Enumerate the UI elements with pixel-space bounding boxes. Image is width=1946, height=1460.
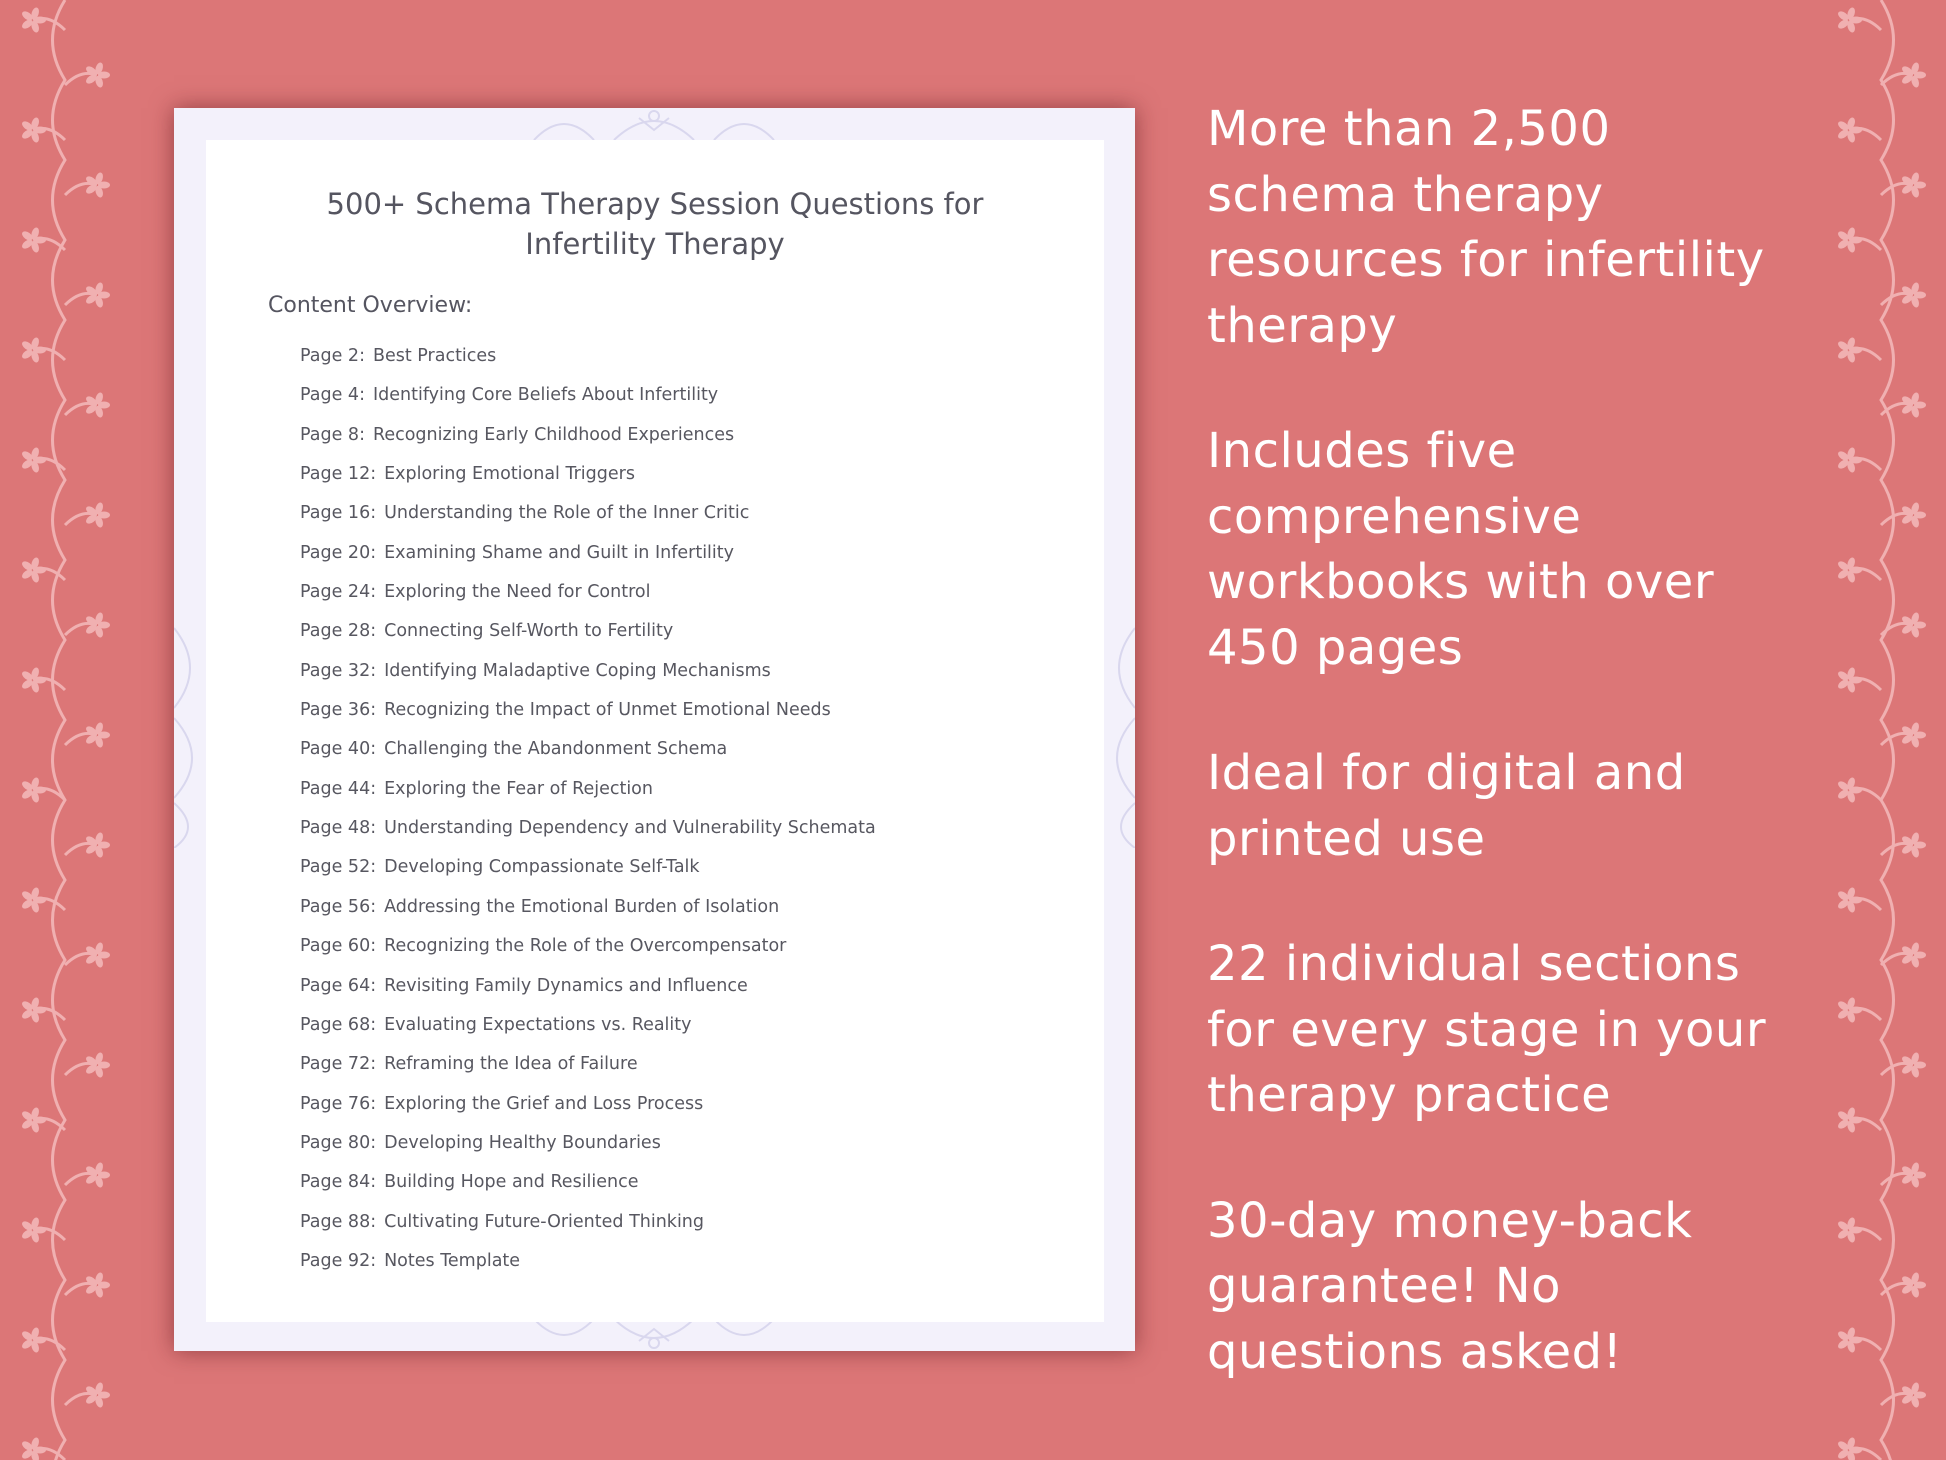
toc-page-number: Page 88:	[300, 1211, 377, 1232]
toc-item	[300, 620, 876, 659]
toc-page-number: Page 76:	[300, 1093, 377, 1114]
mandala-icon	[174, 608, 206, 848]
toc-topic: Cultivating Future-Oriented Thinking	[384, 1211, 705, 1232]
toc-page-number: Page 4:	[300, 385, 365, 406]
toc-topic: Best Practices	[372, 346, 497, 366]
toc-item	[300, 1014, 876, 1053]
feature-line: Ideal for digital and	[1207, 745, 1686, 801]
feature-line: 450 pages	[1207, 619, 1464, 676]
toc-page-number: Page 56:	[300, 896, 377, 917]
toc-page-number: Page 80:	[300, 1132, 377, 1153]
toc-topic: Reframing the Idea of Failure	[384, 1054, 638, 1075]
content-overview-heading: Content Overview:	[268, 293, 473, 318]
toc-item	[300, 817, 876, 856]
toc-item	[300, 463, 876, 502]
toc-page-number: Page 64:	[300, 975, 377, 996]
document-title-line: 500+ Schema Therapy Session Questions for	[326, 187, 984, 221]
toc-topic: Revisiting Family Dynamics and Influence	[384, 975, 748, 996]
toc-item	[300, 1211, 876, 1250]
mandala-icon	[504, 108, 804, 140]
toc-item	[300, 502, 876, 541]
toc-topic: Notes Template	[384, 1250, 521, 1271]
toc-page-number: Page 52:	[300, 857, 377, 878]
toc-topic: Recognizing the Impact of Unmet Emotional Needs	[384, 700, 831, 721]
feature-line: therapy	[1207, 297, 1398, 354]
toc-topic: Exploring Emotional Triggers	[384, 464, 635, 485]
toc-topic: Examining Shame and Guilt in Infertility	[384, 542, 734, 563]
toc-page-number: Page 84:	[300, 1172, 377, 1193]
toc-item	[300, 1093, 876, 1132]
toc-topic: Building Hope and Resilience	[384, 1172, 639, 1193]
feature-text	[1207, 419, 1927, 681]
toc-page-number: Page 36:	[300, 700, 377, 721]
floral-vine-icon	[0, 0, 130, 1460]
toc-page-number: Page 44:	[300, 778, 377, 799]
toc-topic: Understanding the Role of the Inner Critic	[384, 503, 750, 524]
feature-line: therapy practice	[1207, 1067, 1612, 1123]
feature-line: workbooks with over	[1207, 554, 1715, 610]
toc-item	[300, 1250, 876, 1289]
feature-line: for every stage in your	[1207, 1001, 1767, 1058]
toc-topic: Developing Compassionate Self-Talk	[384, 857, 700, 878]
toc-item	[300, 424, 876, 463]
toc-page-number: Page 92:	[300, 1250, 377, 1271]
feature-list	[1207, 97, 1927, 1445]
mandala-icon	[1103, 608, 1135, 848]
toc-topic: Addressing the Emotional Burden of Isolation	[384, 896, 780, 917]
feature-line: 30-day money-back	[1207, 1192, 1693, 1249]
toc-page-number: Page 12:	[300, 464, 377, 485]
toc-page-number: Page 68:	[300, 1014, 377, 1035]
toc-item	[300, 542, 876, 581]
feature-text	[1207, 932, 1927, 1129]
toc-page-number: Page 28:	[300, 621, 377, 642]
toc-page-number: Page 20:	[300, 542, 377, 563]
toc-item	[300, 660, 876, 699]
toc-topic: Exploring the Need for Control	[384, 582, 651, 603]
feature-line: More than 2,500	[1207, 101, 1611, 157]
toc-item	[300, 384, 876, 423]
toc-item	[300, 1132, 876, 1171]
feature-line: schema therapy	[1207, 166, 1604, 223]
feature-text	[1207, 97, 1927, 359]
toc-topic: Exploring the Grief and Loss Process	[384, 1093, 704, 1114]
toc-topic: Challenging the Abandonment Schema	[384, 739, 728, 760]
toc-page-number: Page 24:	[300, 582, 377, 603]
toc-topic: Understanding Dependency and Vulnerability Schemata	[384, 818, 876, 839]
toc-item	[300, 738, 876, 777]
toc-page-number: Page 32:	[300, 660, 377, 681]
toc-item	[300, 1053, 876, 1092]
feature-text	[1207, 741, 1927, 872]
feature-line: Includes five	[1207, 423, 1517, 479]
toc-page-number: Page 2:	[300, 346, 365, 366]
toc-item	[300, 856, 876, 895]
toc-item	[300, 1171, 876, 1210]
toc-topic: Developing Healthy Boundaries	[384, 1132, 661, 1153]
toc-item	[300, 581, 876, 620]
feature-line: resources for infertility	[1207, 232, 1765, 288]
toc-topic: Recognizing the Role of the Overcompensator	[384, 936, 787, 957]
toc-topic: Evaluating Expectations vs. Reality	[384, 1014, 692, 1035]
toc-page-number: Page 16:	[300, 503, 377, 524]
toc-item	[300, 975, 876, 1014]
feature-line: questions asked!	[1207, 1323, 1623, 1380]
document-title	[206, 184, 1104, 264]
toc-item	[300, 345, 876, 384]
toc-page-number: Page 72:	[300, 1054, 377, 1075]
toc-topic: Identifying Maladaptive Coping Mechanisms	[384, 660, 771, 681]
toc-topic: Connecting Self-Worth to Fertility	[384, 621, 674, 642]
feature-text	[1207, 1189, 1927, 1386]
feature-line: comprehensive	[1207, 488, 1582, 545]
toc-item	[300, 935, 876, 974]
table-of-contents	[300, 345, 876, 1289]
toc-topic: Recognizing Early Childhood Experiences	[372, 424, 735, 445]
mandala-icon	[504, 1319, 804, 1351]
feature-line: guarantee! No	[1207, 1258, 1562, 1314]
document-preview	[174, 108, 1135, 1351]
toc-page-number: Page 40:	[300, 739, 377, 760]
toc-page-number: Page 60:	[300, 936, 377, 957]
toc-item	[300, 896, 876, 935]
document-title-line: Infertility Therapy	[525, 227, 785, 261]
feature-line: printed use	[1207, 810, 1486, 867]
toc-item	[300, 699, 876, 738]
toc-item	[300, 778, 876, 817]
toc-topic: Exploring the Fear of Rejection	[384, 778, 653, 799]
toc-topic: Identifying Core Beliefs About Infertility	[372, 385, 719, 406]
toc-page-number: Page 8:	[300, 424, 365, 445]
document-page	[206, 140, 1104, 1322]
toc-page-number: Page 48:	[300, 818, 377, 839]
feature-line: 22 individual sections	[1207, 936, 1741, 992]
